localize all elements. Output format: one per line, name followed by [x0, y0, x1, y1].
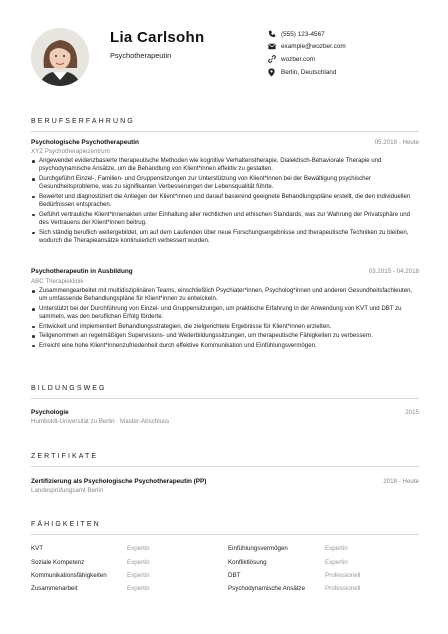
phone-icon	[268, 30, 280, 38]
education-entry-1-header	[31, 409, 419, 416]
experience-entry-2-header	[31, 268, 419, 275]
email-icon	[268, 43, 280, 51]
experience-entry-2-company: ABC Therapieklinik	[31, 278, 84, 285]
skill-name: Zusammenarbeit	[31, 585, 78, 592]
contact-location-text: Berlin, Deutschland	[281, 68, 337, 76]
list-item: Zusammengearbeitet mit multidisziplinären Teams, einschließlich Psychiater*innen, Psycholog*innen und anderen Gesundheitsfachleuten, um umfassende Behandlungspläne für Klient*innen zu entwickeln.	[31, 287, 421, 304]
skill-name: Einfühlungsvermögen	[228, 545, 288, 552]
list-item: Unterstützt bei der Durchführung von Einzel- und Gruppensitzungen, um praktische Erfahrung in der Anwendung von KVT und DBT zu sammeln, was den beruflichen Erfolg förderte.	[31, 305, 421, 322]
contact-website	[268, 53, 346, 66]
section-title-education: BILDUNGSWEG	[31, 385, 107, 392]
experience-entry-2-date: 03.2015 - 04.2018	[368, 268, 419, 275]
skill-item	[228, 559, 348, 566]
list-item: Angewendet evidenzbasierte therapeutische Methoden wie kognitive Verhaltenstherapie, Dialektisch-Behaviorale Therapie und psychodynamische Ansätze, um die Behandlung von Klient*innen effektiv zu gestalten.	[31, 157, 421, 174]
section-divider	[31, 534, 419, 535]
skill-item	[31, 585, 150, 592]
skill-item	[31, 545, 150, 552]
contact-phone	[268, 28, 346, 41]
skill-level: Expertin	[127, 545, 150, 552]
skill-name: Konfliktlösung	[228, 559, 267, 566]
skill-item	[31, 572, 150, 579]
certificate-entry-1-title: Zertifizierung als Psychologische Psychotherapeutin (PP)	[31, 478, 207, 485]
contact-list	[268, 28, 346, 78]
contact-phone-text[interactable]: (555) 123-4567	[281, 30, 325, 38]
skill-name: KVT	[31, 545, 44, 552]
experience-entry-2-title: Psychotherapeutin in Ausbildung	[31, 268, 133, 275]
list-item: Entwickelt und implementiert Behandlungsstrategien, die zielgerichtete Ergebnisse für Klient*innen erzielten.	[31, 323, 421, 331]
certificate-entry-1-issuer: Landesprüfungsamt Berlin	[31, 487, 104, 494]
candidate-job-title: Psychotherapeutin	[110, 51, 172, 60]
section-divider	[31, 131, 419, 132]
experience-entry-1-company: XYZ Psychotherapiezentrum	[31, 148, 110, 155]
experience-entry-1-header	[31, 139, 419, 146]
candidate-name: Lia Carlsohn	[110, 29, 205, 46]
section-title-certificates: ZERTIFIKATE	[31, 453, 99, 460]
contact-website-text[interactable]: wozber.com	[281, 55, 316, 63]
skill-item	[228, 572, 361, 579]
experience-entry-1-title: Psychologische Psychotherapeutin	[31, 139, 139, 146]
section-title-experience: BERUFSERFAHRUNG	[31, 118, 135, 125]
skill-item	[31, 559, 150, 566]
link-icon	[268, 55, 280, 63]
certificate-entry-1-date: 2018 - Heute	[383, 478, 419, 485]
skill-level: Professionell	[325, 585, 361, 592]
list-item: Sich ständig beruflich weitergebildet, um auf dem Laufenden über neue Forschungsergebnisse und therapeutische Techniken zu bleiben, wodurch die Therapieansätze kontinuierlich verbessert wurden.	[31, 229, 421, 246]
profile-photo-image	[31, 28, 89, 86]
contact-location	[268, 66, 346, 79]
section-divider	[31, 398, 419, 399]
skill-level: Expertin	[127, 559, 150, 566]
skill-name: DBT	[228, 572, 241, 579]
experience-entry-1-date: 05.2018 - Heute	[374, 139, 419, 146]
contact-email-text[interactable]: example@wozber.com	[281, 43, 346, 51]
experience-entry-2-bullets	[31, 287, 421, 351]
location-icon	[268, 68, 280, 76]
skill-level: Expertin	[127, 572, 150, 579]
list-item: Geführt vertrauliche Klient*innenakten unter Einhaltung aller rechtlichen und ethischen Standards, was zur Wahrung der Privatsphäre und des Vertrauens der Klient*innen beitrug.	[31, 211, 421, 228]
skill-item	[228, 545, 348, 552]
skill-item	[228, 585, 361, 592]
skill-name: Kommunikationsfähigkeiten	[31, 572, 107, 579]
skill-name: Soziale Kompetenz	[31, 559, 85, 566]
education-entry-1-institution: Humboldt-Universität zu Berlin · Master-Abschluss	[31, 418, 170, 425]
list-item: Erreicht eine hohe Klient*innenzufriedenheit durch effektive Kommunikation und Einfühlungsvermögen.	[31, 342, 421, 350]
contact-email	[268, 41, 346, 54]
list-item: Teilgenommen an regelmäßigen Supervisions- und Weiterbildungssitzungen, um therapeutische Fähigkeiten zu verbessern.	[31, 332, 421, 340]
skill-level: Professionell	[325, 572, 361, 579]
education-entry-1-title: Psychologie	[31, 409, 69, 416]
section-divider	[31, 466, 419, 467]
certificate-entry-1-header	[31, 478, 419, 485]
profile-photo	[31, 28, 89, 86]
skill-name: Psychodynamische Ansätze	[228, 585, 306, 592]
section-title-skills: FÄHIGKEITEN	[31, 521, 101, 528]
experience-entry-1-bullets	[31, 157, 421, 247]
education-entry-1-date: 2015	[405, 409, 419, 416]
skill-level: Expertin	[325, 559, 348, 566]
skill-level: Expertin	[325, 545, 348, 552]
list-item: Durchgeführt Einzel-, Familien- und Gruppensitzungen zur Unterstützung von Klient*innen bei der Bewältigung psychischer Gesundheitsprobleme, was zu signifikanten Verbesserungen der Lebensqualität führte.	[31, 175, 421, 192]
list-item: Bewertet und diagnostiziert die Anliegen der Klient*innen und darauf basierend geeignete Behandlungspläne erstellt, die den individuellen Bedürfnissen entsprachen.	[31, 193, 421, 210]
skill-level: Expertin	[127, 585, 150, 592]
